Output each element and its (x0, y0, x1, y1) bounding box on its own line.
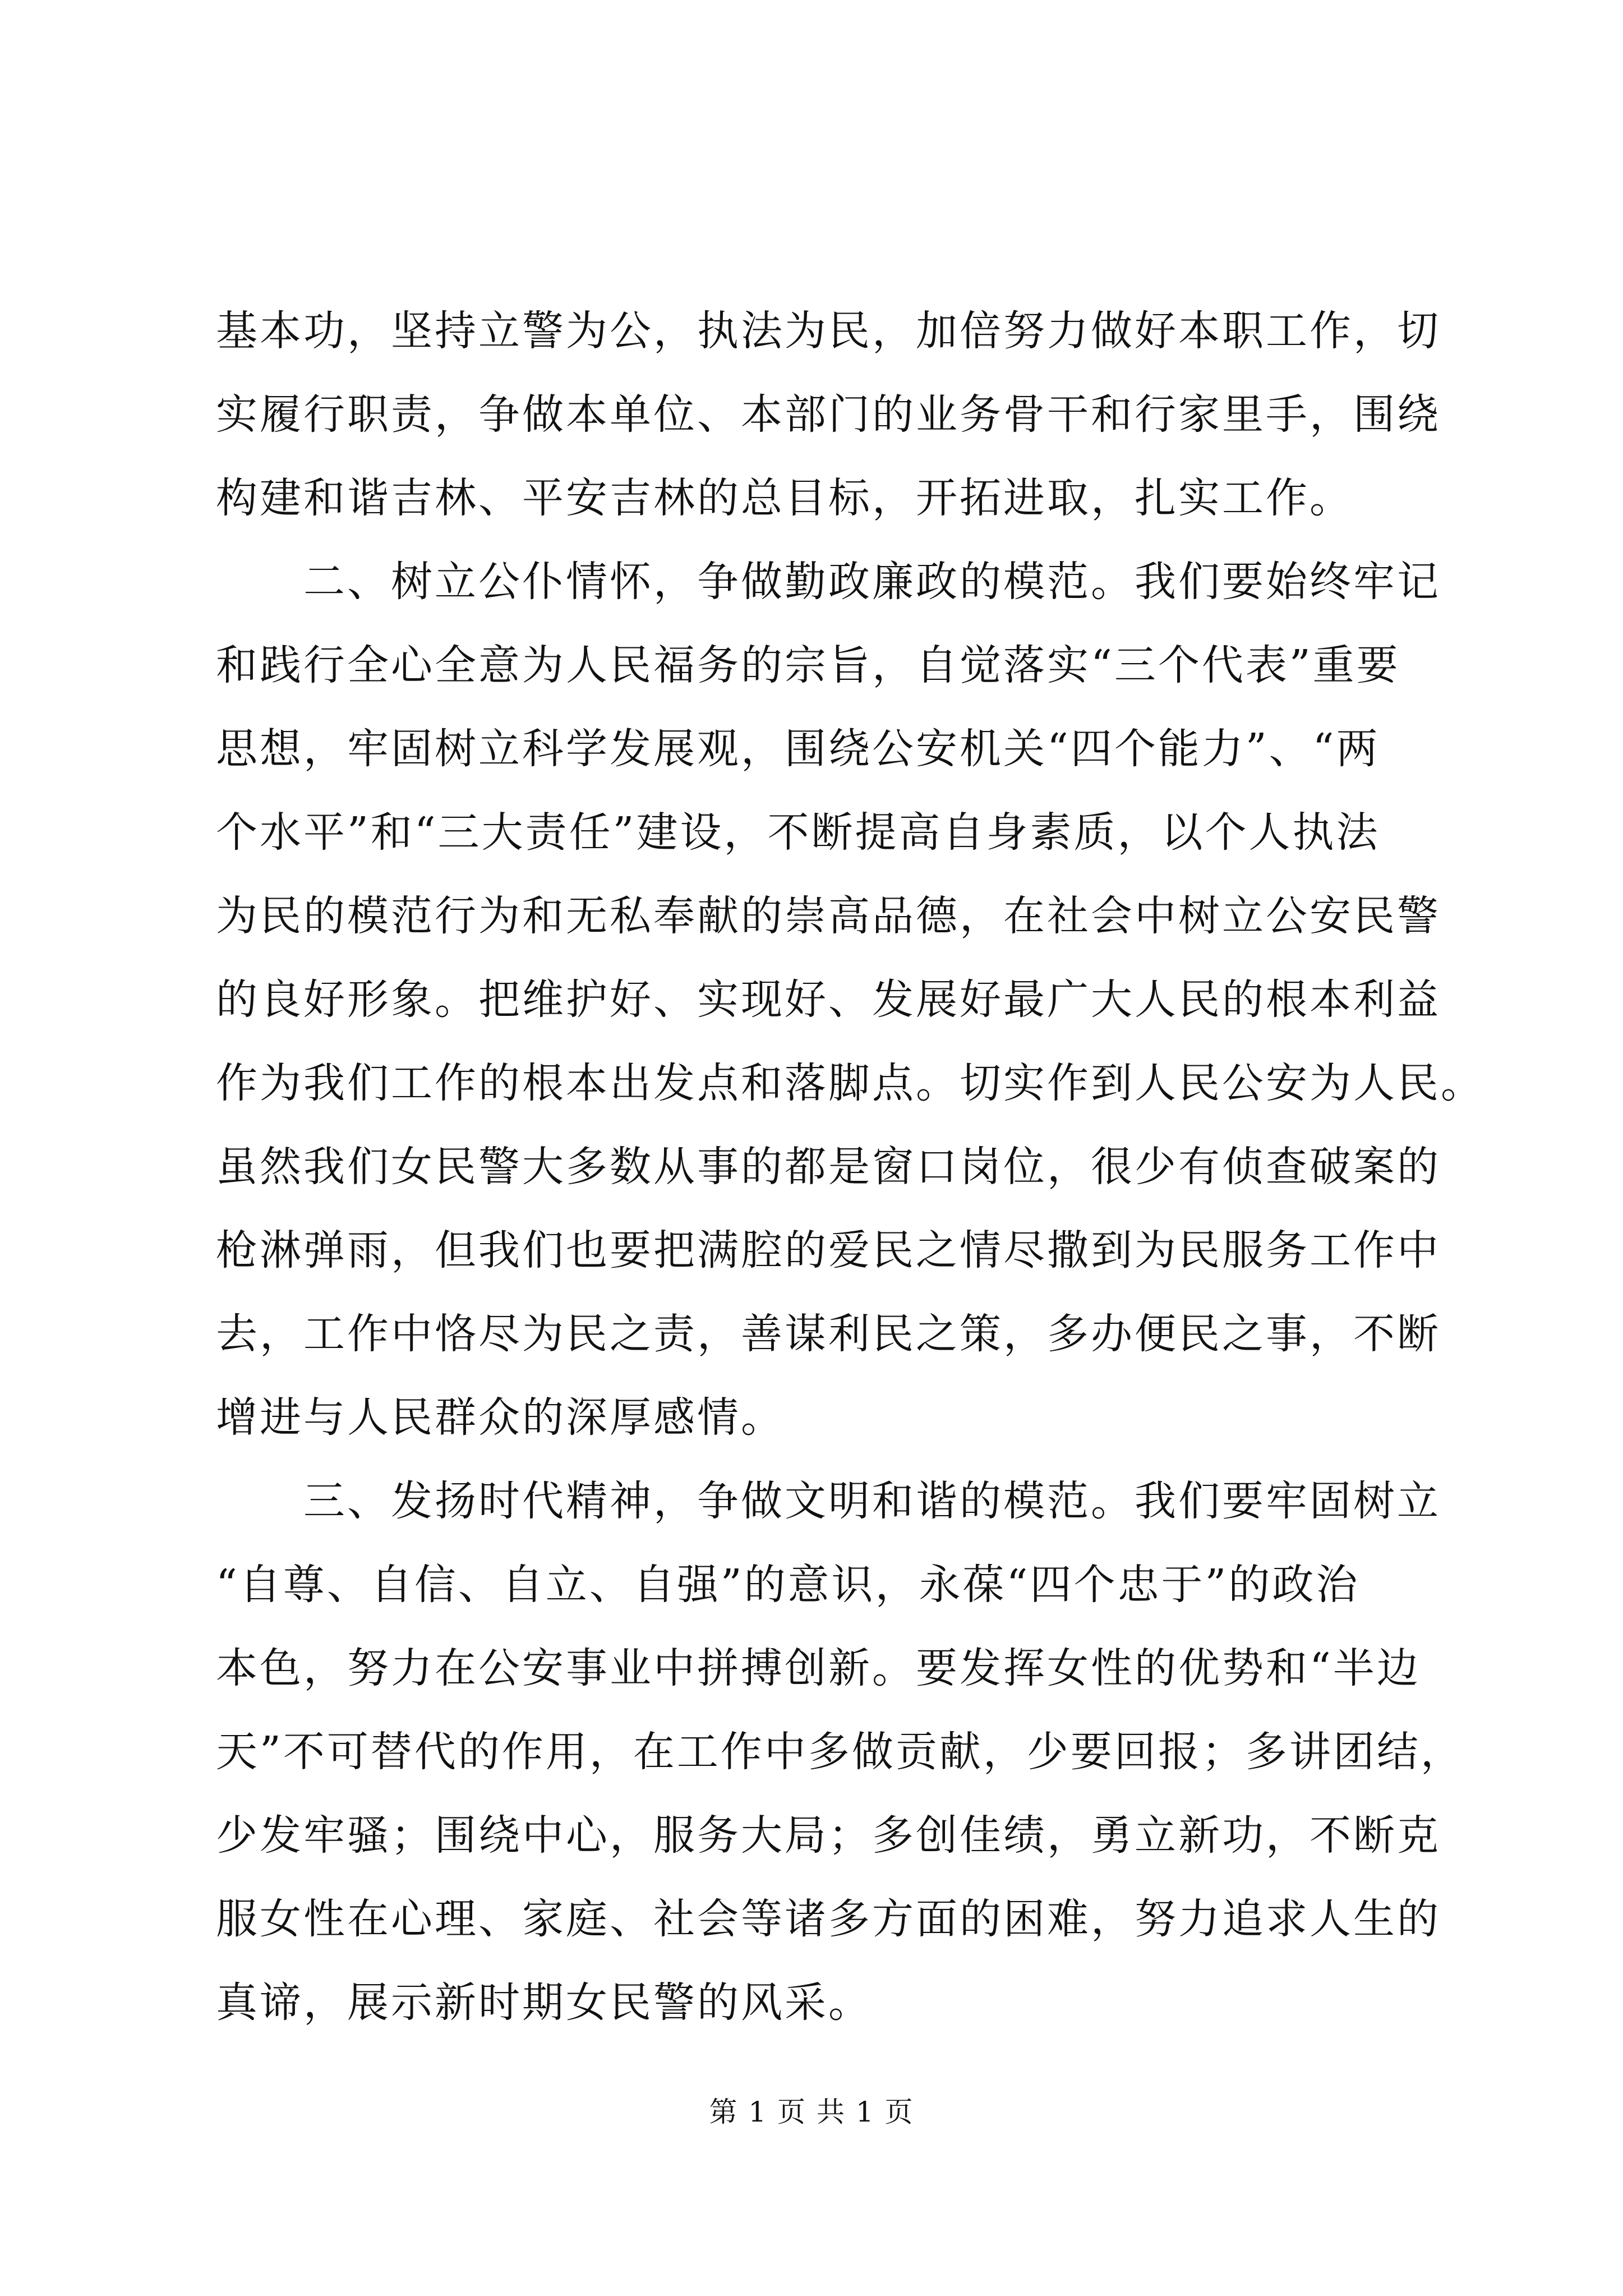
text-line: 去，工作中恪尽为民之责，善谋利民之策，多办便民之事，不断 (216, 1310, 1441, 1358)
text-line: 思想，牢固树立科学发展观，围绕公安机关“四个能力”、“两 (216, 725, 1380, 773)
body-text (216, 289, 1484, 2045)
text-line: 为民的模范行为和无私奉献的崇高品德，在社会中树立公安民警 (216, 892, 1441, 940)
text-line: 构建和谐吉林、平安吉林的总目标，开拓进取，扎实工作。 (216, 474, 1353, 522)
text-line: “自尊、自信、自立、自强”的意识，永葆“四个忠于”的政治 (216, 1561, 1360, 1609)
page-number: 第 1 页 共 1 页 (709, 2096, 914, 2128)
paragraph-3-start: 三、发扬时代精神，争做文明和谐的模范。我们要牢固树立 (216, 1477, 1441, 1525)
text-line: 虽然我们女民警大多数从事的都是窗口岗位，很少有侦查破案的 (216, 1143, 1441, 1191)
text-line: 个水平”和“三大责任”建设，不断提高自身素质，以个人执法 (216, 808, 1380, 857)
text-line: 服女性在心理、家庭、社会等诸多方面的困难，努力追求人生的 (216, 1895, 1441, 1943)
text-line: 基本功，坚持立警为公，执法为民，加倍努力做好本职工作，切 (216, 307, 1441, 355)
text-line: 的良好形象。把维护好、实现好、发展好最广大人民的根本利益 (216, 976, 1441, 1024)
text-line: 本色，努力在公安事业中拼搏创新。要发挥女性的优势和“半边 (216, 1644, 1421, 1692)
text-line: 增进与人民群众的深厚感情。 (216, 1393, 785, 1442)
text-line: 作为我们工作的根本出发点和落脚点。切实作到人民公安为人民。 (216, 1059, 1484, 1107)
page-footer (0, 2092, 1623, 2132)
text-line: 真谛，展示新时期女民警的风采。 (216, 1978, 872, 2027)
text-line: 实履行职责，争做本单位、本部门的业务骨干和行家里手，围绕 (216, 390, 1441, 439)
text-line: 枪淋弹雨，但我们也要把满腔的爱民之情尽撒到为民服务工作中 (216, 1226, 1441, 1274)
text-line: 天”不可替代的作用，在工作中多做贡献，少要回报；多讲团结， (216, 1728, 1464, 1776)
text-line: 和践行全心全意为人民福务的宗旨，自觉落实“三个代表”重要 (216, 641, 1400, 689)
text-line: 少发牢骚；围绕中心，服务大局；多创佳绩，勇立新功，不断克 (216, 1811, 1441, 1860)
paragraph-2-start: 二、树立公仆情怀，争做勤政廉政的模范。我们要始终牢记 (216, 558, 1441, 606)
